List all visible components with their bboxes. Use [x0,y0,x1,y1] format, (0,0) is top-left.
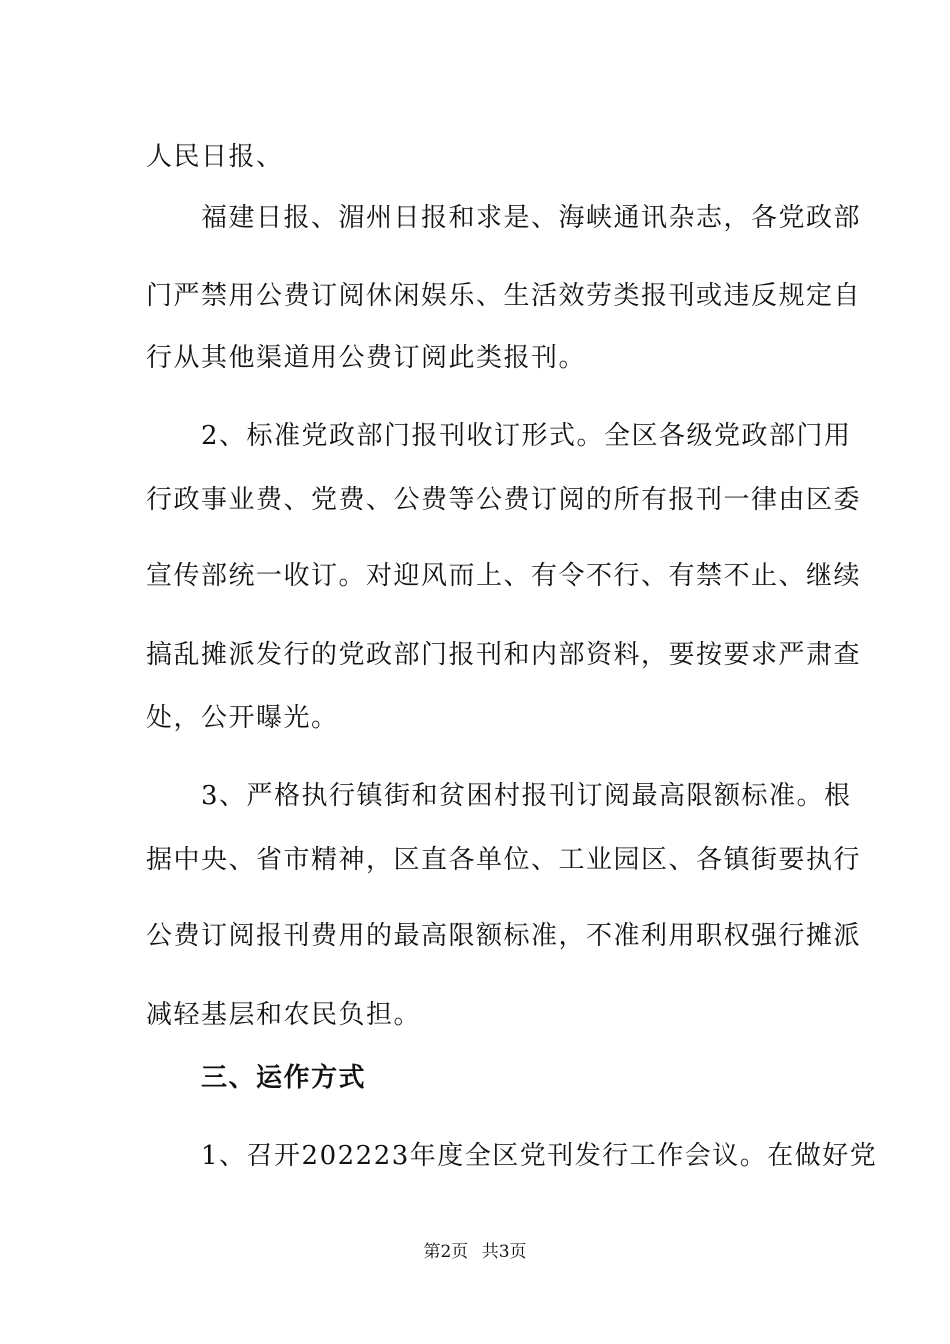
paragraph-line: 1、召开202223年度全区党刊发行工作会议。在做好党 [146,1141,878,1171]
paragraph-line: 3、严格执行镇街和贫困村报刊订阅最高限额标准。根 [146,781,852,811]
paragraph-line: 人民日报、 [146,142,284,172]
paragraph-line: 搞乱摊派发行的党政部门报刊和内部资料，要按要求严肃查 [146,640,862,670]
page-total: 共3页 [481,1242,527,1262]
paragraph-line: 福建日报、湄州日报和求是、海峡通讯杂志，各党政部 [146,203,862,233]
paragraph-line: 据中央、省市精神，区直各单位、工业园区、各镇街要执行 [146,845,862,875]
paragraph-line: 处，公开曝光。 [146,703,339,733]
page-number: 第2页 [423,1242,469,1262]
paragraph-line: 行从其他渠道用公费订阅此类报刊。 [146,343,587,373]
paragraph-line: 行政事业费、党费、公费等公费订阅的所有报刊一律由区委 [146,485,862,515]
page-footer [0,1241,950,1263]
paragraph-line: 宣传部统一收订。对迎风而上、有令不行、有禁不止、继续 [146,561,862,591]
paragraph-line: 公费订阅报刊费用的最高限额标准，不准利用职权强行摊派 [146,921,862,951]
paragraph-line: 门严禁用公费订阅休闲娱乐、生活效劳类报刊或违反规定自 [146,281,862,311]
section-heading: 三、运作方式 [146,1063,367,1093]
paragraph-line: 减轻基层和农民负担。 [146,1000,422,1030]
paragraph-line: 2、标准党政部门报刊收订形式。全区各级党政部门用 [146,421,852,451]
